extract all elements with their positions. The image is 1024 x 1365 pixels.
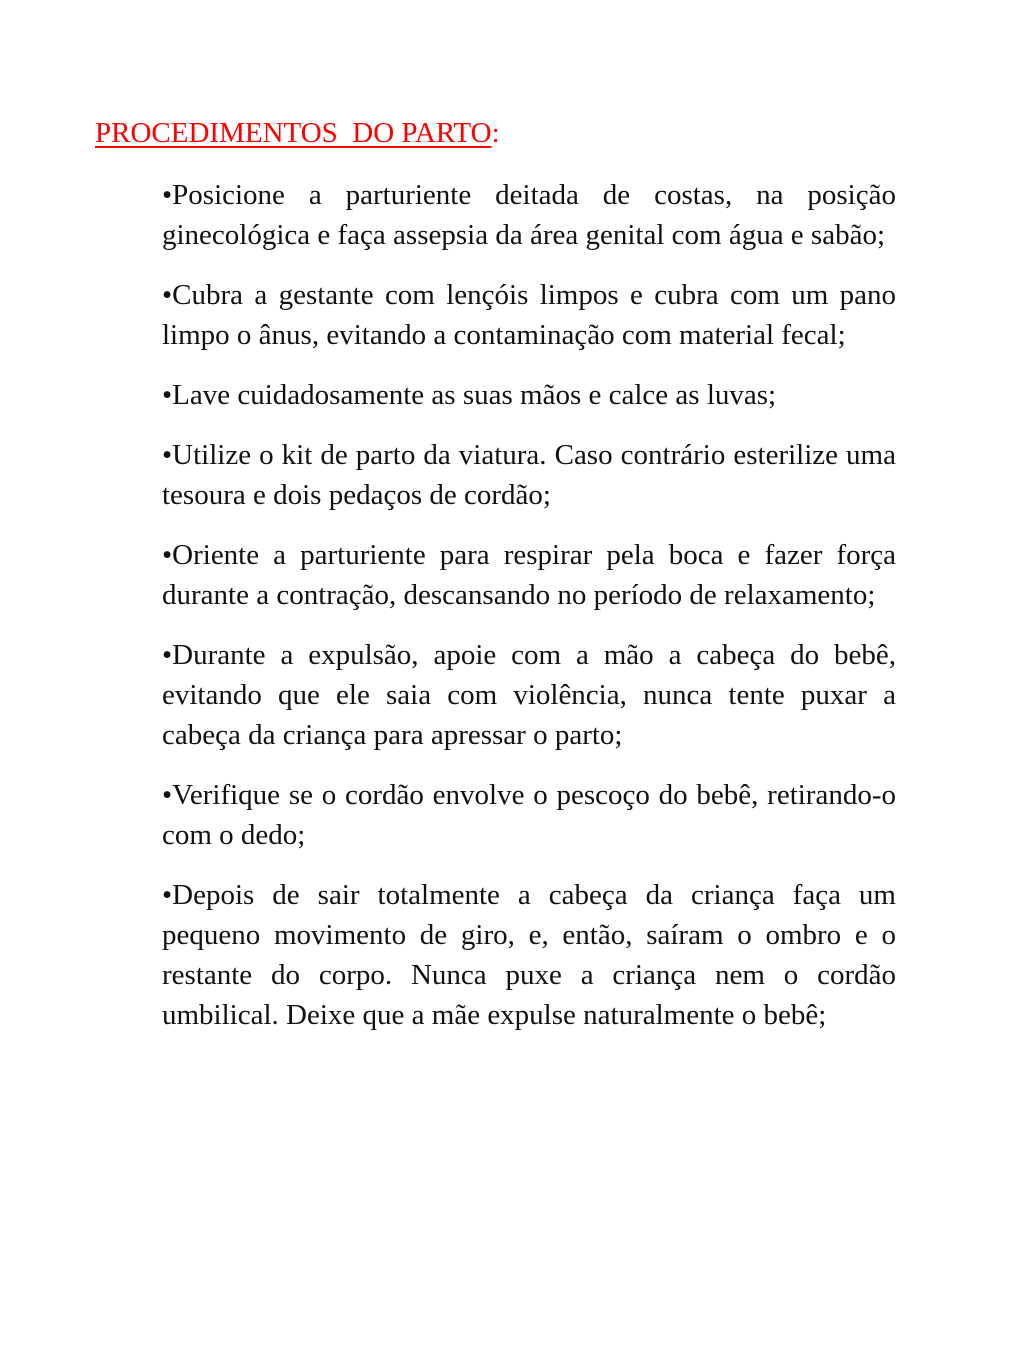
page-heading — [95, 113, 500, 153]
list-item — [162, 435, 896, 515]
list-item-text: Durante a expulsão, apoie com a mão a cabeça do bebê, evitando que ele saia com violência, nunca tente puxar a cabeça da criança para apressar o parto; — [162, 639, 896, 751]
list-item — [162, 875, 896, 1035]
bullet-icon: • — [162, 639, 173, 671]
list-item-text: Oriente a parturiente para respirar pela boca e fazer força durante a contração, descansando no período de relaxamento; — [162, 539, 896, 611]
bullet-icon: • — [162, 879, 173, 911]
list-item — [162, 635, 896, 755]
list-item-text: Utilize o kit de parto da viatura. Caso contrário esterilize uma tesoura e dois pedaços de cordão; — [162, 439, 896, 511]
list-item — [162, 275, 896, 355]
bullet-icon: • — [162, 379, 173, 411]
list-item-text: Lave cuidadosamente as suas mãos e calce as luvas; — [172, 379, 777, 411]
list-item — [162, 535, 896, 615]
list-item — [162, 775, 896, 855]
list-item-text: Verifique se o cordão envolve o pescoço do bebê, retirando-o com o dedo; — [162, 779, 896, 851]
heading-title: PROCEDIMENTOS DO PARTO — [95, 117, 492, 149]
bullet-icon: • — [162, 179, 173, 211]
list-item — [162, 175, 896, 255]
list-item — [162, 375, 896, 415]
bullet-icon: • — [162, 279, 173, 311]
bullet-icon: • — [162, 539, 173, 571]
procedure-list — [162, 175, 896, 1055]
bullet-icon: • — [162, 779, 173, 811]
list-item-text: Depois de sair totalmente a cabeça da criança faça um pequeno movimento de giro, e, então, saíram o ombro e o restante do corpo. Nunca puxe a criança nem o cordão umbilical. Deixe que a mãe expulse naturalmente o bebê; — [162, 879, 896, 1031]
list-item-text: Cubra a gestante com lençóis limpos e cubra com um pano limpo o ânus, evitando a contaminação com material fecal; — [162, 279, 896, 351]
list-item-text: Posicione a parturiente deitada de costas, na posição ginecológica e faça assepsia da área genital com água e sabão; — [162, 179, 896, 251]
bullet-icon: • — [162, 439, 173, 471]
heading-colon: : — [491, 117, 500, 149]
